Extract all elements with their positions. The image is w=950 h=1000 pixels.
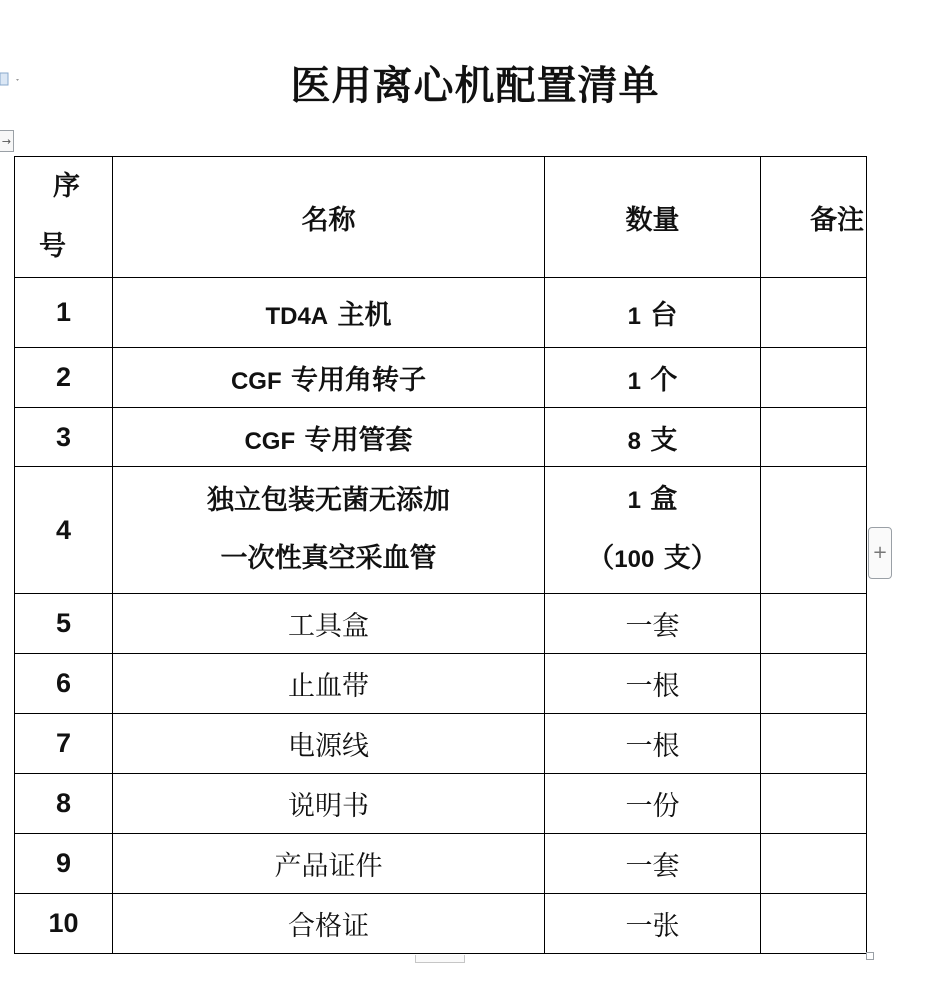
cell-name: [113, 348, 545, 408]
cell-qty: 一根: [545, 714, 761, 774]
cell-seq: 4: [15, 467, 113, 594]
cell-seq: 6: [15, 654, 113, 714]
cell-seq: 2: [15, 348, 113, 408]
cell-qty: [545, 348, 761, 408]
cell-qty: 一张: [545, 894, 761, 954]
cell-qty: 一份: [545, 774, 761, 834]
cell-note[interactable]: [761, 774, 867, 834]
header-seq-line2: 号: [39, 231, 66, 262]
cell-qty: 一套: [545, 594, 761, 654]
cell-qty: 一根: [545, 654, 761, 714]
table-row: [15, 894, 867, 954]
cell-name-model: CGF: [230, 368, 282, 395]
cell-seq: 10: [15, 894, 113, 954]
cell-qty-unit: 支: [640, 424, 678, 456]
cell-note[interactable]: [761, 894, 867, 954]
table-resize-handle[interactable]: [866, 952, 874, 960]
cell-seq: 9: [15, 834, 113, 894]
table-row: [15, 467, 867, 594]
cell-qty-unit: 个: [640, 365, 678, 396]
cell-name-line2: 一次性真空采血管: [220, 543, 437, 574]
cell-name: 工具盒: [113, 594, 545, 654]
header-name: 名称: [113, 157, 545, 278]
cell-qty-num: 1: [627, 303, 641, 330]
header-seq: [15, 157, 113, 278]
cell-seq: 8: [15, 774, 113, 834]
add-column-button[interactable]: +: [868, 527, 892, 579]
cell-name-text: 主机: [328, 300, 392, 331]
table-row: [15, 774, 867, 834]
table-row: [15, 594, 867, 654]
cell-name: [113, 408, 545, 467]
table-row: [15, 278, 867, 348]
cell-note[interactable]: [761, 834, 867, 894]
table-row: [15, 408, 867, 467]
cell-name: 产品证件: [113, 834, 545, 894]
cell-name: 电源线: [113, 714, 545, 774]
cell-qty-unit: 盒: [640, 484, 678, 515]
cell-qty: [545, 278, 761, 348]
cell-qty-unit: 支）: [654, 543, 718, 574]
cell-name-line1: 独立包装无菌无添加: [207, 485, 450, 516]
cell-name: 合格证: [113, 894, 545, 954]
cell-name: [113, 467, 545, 594]
cell-note[interactable]: [761, 467, 867, 594]
header-note: 备注: [761, 157, 867, 278]
cell-qty-line2: [545, 530, 760, 589]
cell-note[interactable]: [761, 594, 867, 654]
cell-qty-line1: [545, 471, 760, 530]
cell-seq: 5: [15, 594, 113, 654]
table-move-handle[interactable]: →: [0, 130, 14, 152]
add-row-button[interactable]: [415, 955, 465, 963]
cell-note[interactable]: [761, 408, 867, 467]
header-seq-line1: 序: [53, 171, 80, 202]
cell-note[interactable]: [761, 654, 867, 714]
cell-note[interactable]: [761, 278, 867, 348]
cell-name-text: 专用管套: [295, 424, 413, 456]
table-row: [15, 834, 867, 894]
table-row: [15, 714, 867, 774]
table-row: [15, 348, 867, 408]
cell-qty-paren: （: [587, 543, 615, 574]
cell-name: 止血带: [113, 654, 545, 714]
table-row: [15, 654, 867, 714]
configuration-table: [14, 156, 867, 954]
header-qty: 数量: [545, 157, 761, 278]
cell-qty-num: 100: [614, 546, 655, 573]
cell-note[interactable]: [761, 714, 867, 774]
cell-qty-num: 8: [627, 427, 641, 455]
cell-qty-num: 1: [627, 368, 641, 395]
cell-seq: 1: [15, 278, 113, 348]
document-title: 医用离心机配置清单: [290, 62, 660, 109]
cell-name-model: TD4A: [265, 303, 329, 330]
cell-note[interactable]: [761, 348, 867, 408]
cell-name: 说明书: [113, 774, 545, 834]
cell-qty-unit: 台: [640, 300, 678, 331]
table-header-row: [15, 157, 867, 278]
cell-seq: 3: [15, 408, 113, 467]
cell-seq: 7: [15, 714, 113, 774]
cell-name-model: CGF: [244, 427, 296, 455]
cell-qty-num: 1: [627, 487, 641, 514]
cell-qty: [545, 408, 761, 467]
cell-name: [113, 278, 545, 348]
cell-qty: [545, 467, 761, 594]
cell-name-text: 专用角转子: [281, 365, 427, 396]
cell-qty: 一套: [545, 834, 761, 894]
